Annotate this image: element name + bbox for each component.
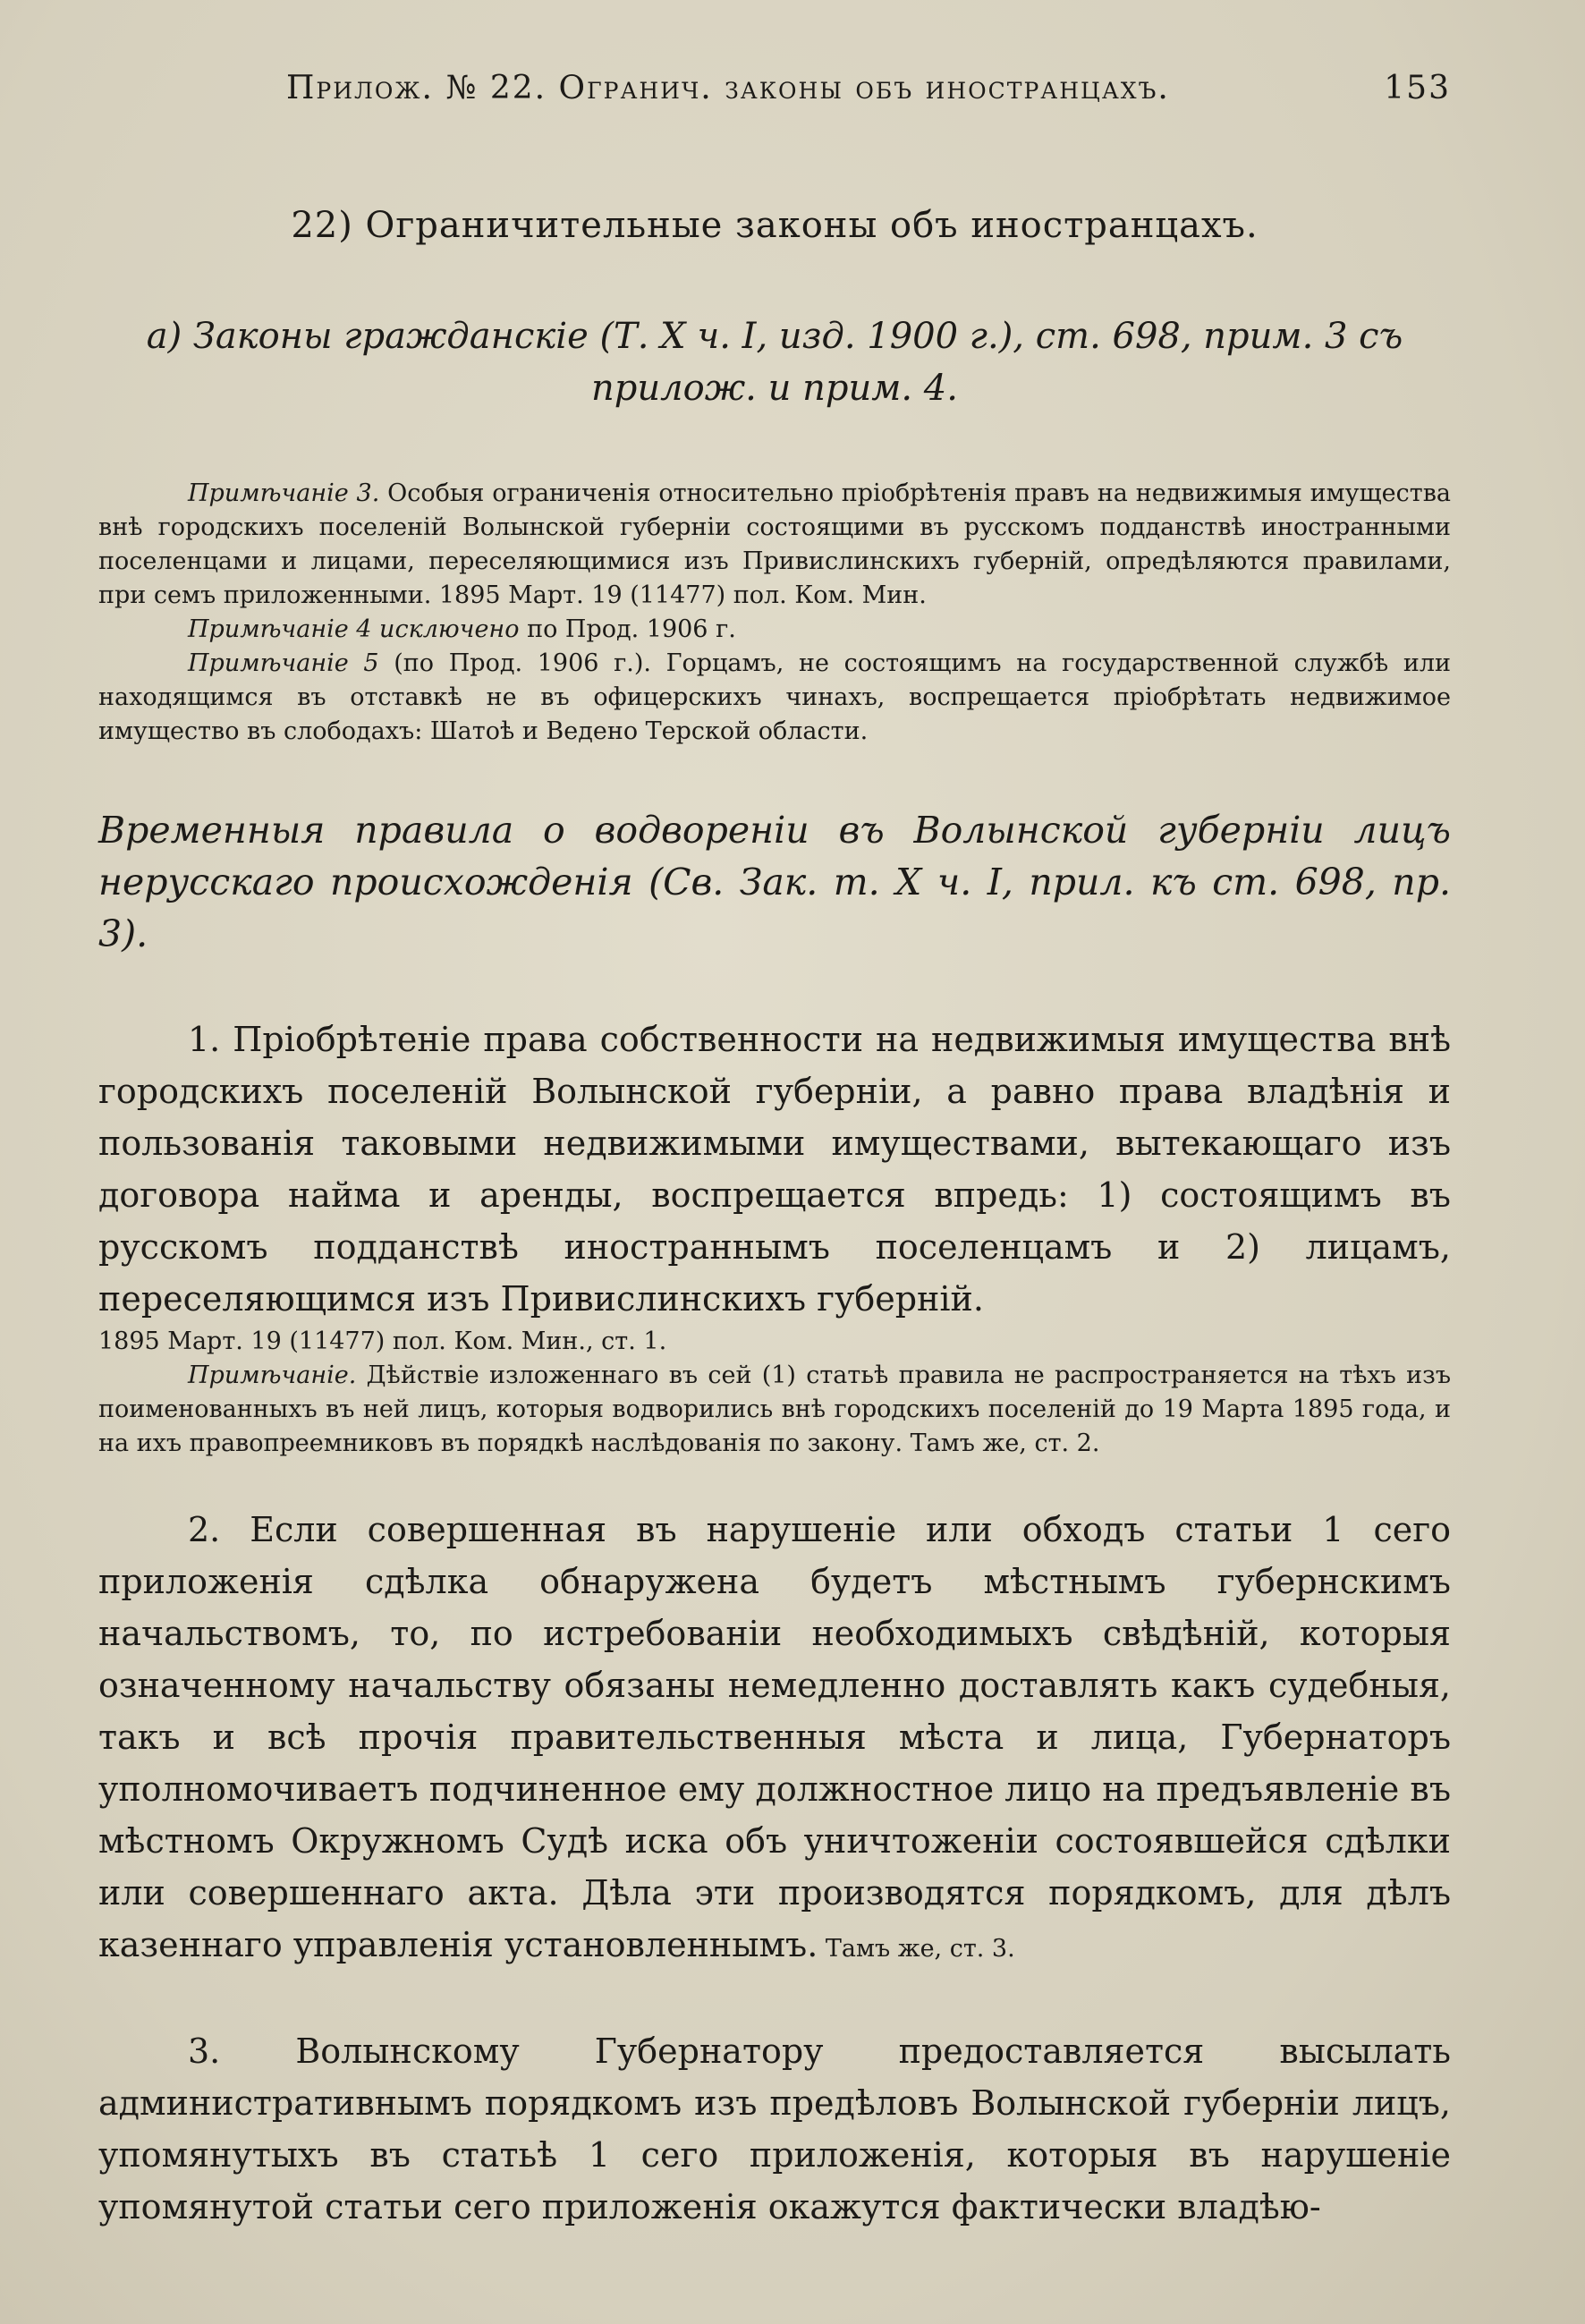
article-3: 3. Волынскому Губернатору предоставляется высылать административнымъ порядкомъ изъ предѣловъ Волынской губерніи лицъ, упомянутыхъ въ статьѣ 1 сего приложенія, которыя въ нарушеніе упомянутой статьи сего приложенія окажутся фактически владѣю-	[98, 2031, 1451, 2226]
section-title: 22) Ограничительные законы объ иностранцахъ.	[291, 205, 1259, 246]
running-header	[286, 70, 1451, 106]
note-4	[98, 613, 1451, 647]
note-text: Дѣйствіе изложеннаго въ сей (1) статьѣ правила не распространяется на тѣхъ изъ поименованныхъ въ ней лицъ, которыя водворились внѣ городскихъ поселеній до 19 Марта 1895 года, и на ихъ правопреемниковъ въ порядкѣ наслѣдованія по закону. Тамъ же, ст. 2.	[98, 1361, 1451, 1457]
article-2-text: 2. Если совершенная въ нарушеніе или обходъ статьи 1 сего приложенія сдѣлка обнаружена будетъ мѣстнымъ губернскимъ начальствомъ, то, по истребованіи необходимыхъ свѣдѣній, которыя означенному начальству обязаны немедленно доставлять какъ судебныя, такъ и всѣ прочія правительственныя мѣста и лица, Губернаторъ уполномочиваетъ подчиненное ему должностное лицо на предъявленіе въ мѣстномъ Окружномъ Судѣ иска объ уничтоженіи состоявшейся сдѣлки или совершеннаго акта. Дѣла эти производятся порядкомъ, для дѣлъ казеннаго управленія установленнымъ.	[98, 1510, 1451, 1964]
header-title: Прилож. № 22. Огранич. законы объ иностранцахъ.	[286, 70, 1170, 106]
note-label: Примѣчаніе 3.	[188, 479, 380, 507]
note-label: Примѣчаніе 5	[188, 649, 379, 677]
notes-block	[98, 477, 1451, 749]
subtitle: а) Законы гражданскіе (Т. X ч. I, изд. 1900 г.), ст. 698, прим. 3 съ прилож. и прим. 4.	[146, 316, 1403, 409]
note-5	[98, 647, 1451, 749]
note-label: Примѣчаніе 4 исключено	[188, 615, 520, 643]
article-1-notes	[98, 1325, 1451, 1461]
note-3	[98, 477, 1451, 613]
note-text: Особыя ограниченія относительно пріобрѣтенія правъ на недвижимыя имущества внѣ городскихъ поселеній Волынской губерніи состоящими въ русскомъ подданствѣ иностранными поселенцами и лицами, переселяющимися изъ Привислинскихъ губерній, опредѣляются правилами, при семъ приложенными. 1895 Март. 19 (11477) пол. Ком. Мин.	[98, 479, 1451, 609]
article-2-ref: Тамъ же, ст. 3.	[818, 1935, 1015, 1963]
article-1: 1. Пріобрѣтеніе права собственности на недвижимыя имущества внѣ городскихъ поселеній Волынской губерніи, а равно права владѣнія и пользованія таковыми недвижимыми имуществами, вытекающаго изъ договора найма и аренды, воспрещается впредь: 1) состоящимъ въ русскомъ подданствѣ иностраннымъ поселенцамъ и 2) лицамъ, переселяющимся изъ Привислинскихъ губерній.	[98, 1020, 1451, 1319]
note-text: по Прод. 1906 г.	[519, 615, 736, 643]
article-1-source: 1895 Март. 19 (11477) пол. Ком. Мин., ст. 1.	[98, 1327, 667, 1355]
note-label: Примѣчаніе.	[188, 1361, 357, 1389]
page-number: 153	[1384, 70, 1451, 106]
article-2	[98, 1504, 1451, 1975]
note-text: (по Прод. 1906 г.). Горцамъ, не состоящимъ на государственной службѣ или находящимся въ отставкѣ не въ офицерскихъ чинахъ, воспрещается пріобрѣтать недвижимое имущество въ слободахъ: Шатоѣ и Ведено Терской области.	[98, 649, 1452, 745]
rules-title: Временныя правила о водвореніи въ Волынской губерніи лицъ нерусскаго происхожденія (Св. Зак. т. X ч. I, прил. къ ст. 698, пр. 3).	[98, 809, 1451, 955]
article-1-note	[98, 1359, 1451, 1461]
